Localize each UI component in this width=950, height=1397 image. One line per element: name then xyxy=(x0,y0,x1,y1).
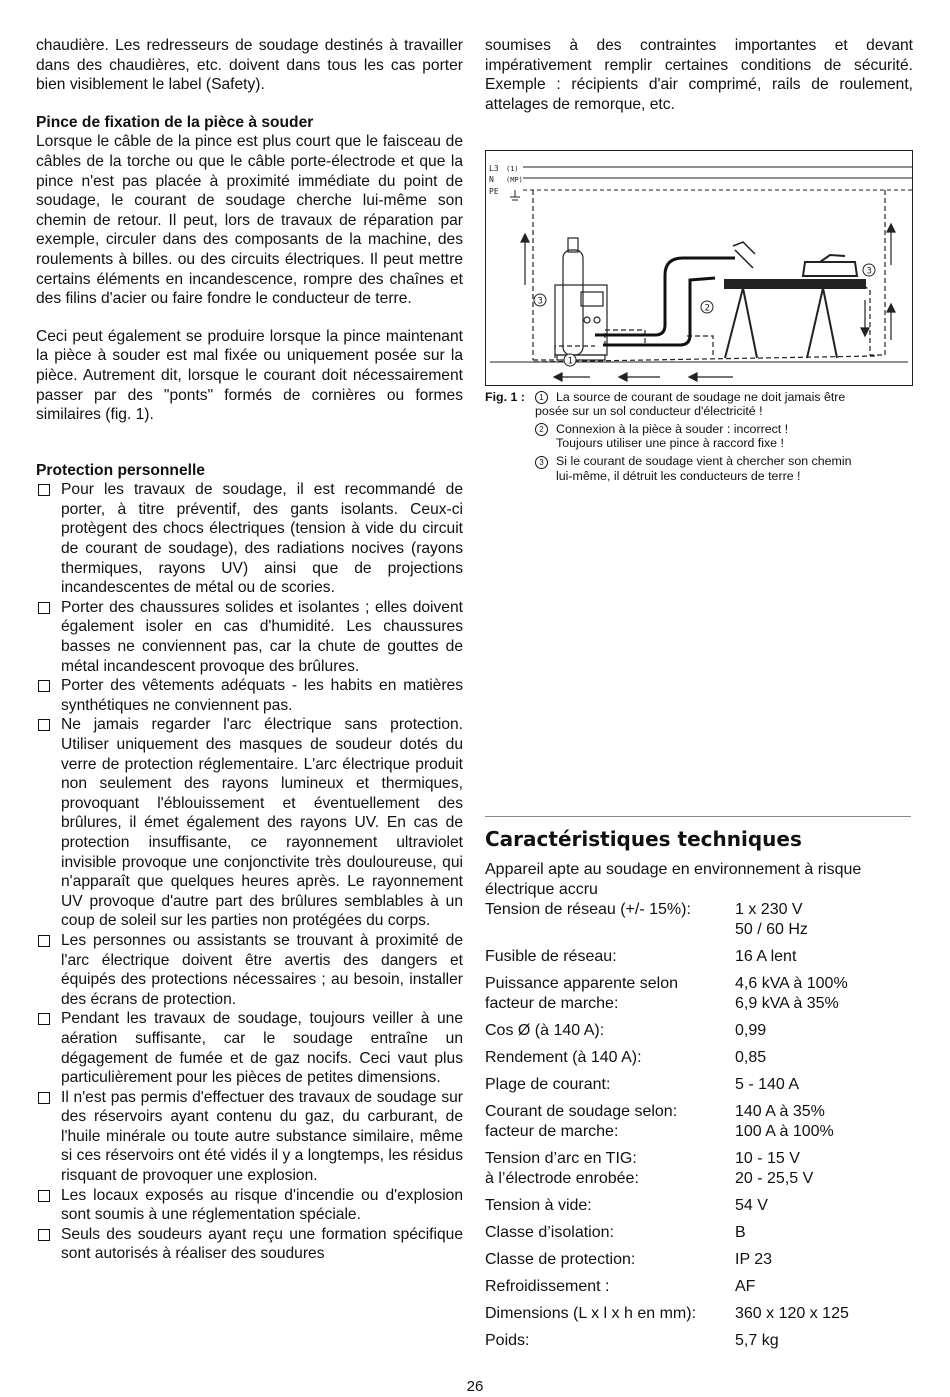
spec-key: Dimensions (L x l x h en mm): xyxy=(485,1305,697,1322)
spec-value: B xyxy=(735,1224,746,1241)
page-number: 26 xyxy=(466,1378,484,1395)
caption-label: Fig. 1 : xyxy=(485,390,525,404)
welding-machine-icon xyxy=(555,238,607,360)
spec-value: 5,7 kg xyxy=(735,1332,779,1349)
list-item: Porter des vêtements adéquats - les habits en matières synthétiques ne conviennent pas. xyxy=(36,676,463,715)
list-item: Les locaux exposés au risque d'incendie ou d'explosion sont soumis à une réglementation spéciale. xyxy=(36,1186,463,1225)
section-divider xyxy=(485,816,911,817)
spec-key: Poids: xyxy=(485,1332,530,1349)
spec-value: 4,6 kVA à 100% 6,9 kVA à 35% xyxy=(735,975,848,1012)
spec-value: 54 V xyxy=(735,1197,768,1214)
spec-value: 0,99 xyxy=(735,1022,767,1039)
table-row xyxy=(485,1102,913,1142)
specs-intro: Appareil apte au soudage en environnement à risque électrique accru xyxy=(485,861,862,898)
spec-value: AF xyxy=(735,1278,756,1295)
label-mark-1: (1) xyxy=(506,165,519,173)
table-row xyxy=(485,1331,913,1351)
label-n: N xyxy=(489,175,494,184)
checkbox-square-icon xyxy=(38,1013,50,1025)
spec-key: Refroidissement : xyxy=(485,1278,610,1295)
svg-text:3: 3 xyxy=(537,296,543,307)
spec-value: 0,85 xyxy=(735,1049,767,1066)
svg-text:3: 3 xyxy=(866,266,872,277)
right-intro-paragraph: soumises à des contraintes importantes et devant impérativement remplir certaines conditions de sécurité. Exemple : récipients d'air comprimé, rails de roulement, attelages de remorque, etc. xyxy=(485,37,913,113)
svg-text:2: 2 xyxy=(704,303,710,314)
table-row xyxy=(485,1304,913,1324)
torch-cable xyxy=(595,258,735,345)
label-mark-mp: (MP) xyxy=(506,176,523,184)
checkbox-square-icon xyxy=(38,1190,50,1202)
checkbox-square-icon xyxy=(38,484,50,496)
pince-paragraph-1: Lorsque le câble de la pince est plus court que le faisceau de câbles de la torche ou que le câble porte-électrode et que la pince n'est pas placée à proximité immédiate du point de soudage, le courant de soudage cherche lui-même son chemin de retour. Il peut, lors de travaux de réparation par exemple, circuler dans des composants de la machine, des roulements à billes. ou des circuits électriques. Il peut mettre certains éléments en incandescence, rompre des chaînes et des filins d'acier ou faire fondre le conducteur de terre. xyxy=(36,133,463,308)
spec-key: Cos Ø (à 140 A): xyxy=(485,1022,605,1039)
spec-key: Rendement (à 140 A): xyxy=(485,1049,642,1066)
table-row xyxy=(485,1075,913,1095)
number-circle-icon: 1 xyxy=(535,391,548,404)
marker-1 xyxy=(564,354,576,367)
spec-key: Tension de réseau (+/- 15%): xyxy=(485,901,691,918)
spec-value: 16 A lent xyxy=(735,948,797,965)
table-row xyxy=(485,974,913,1014)
spec-key: Tension d’arc en TIG: à l’électrode enrobée: xyxy=(485,1150,639,1187)
spec-key: Fusible de réseau: xyxy=(485,948,617,965)
checkbox-square-icon xyxy=(38,719,50,731)
checkbox-square-icon xyxy=(38,935,50,947)
specs-table xyxy=(485,900,913,1351)
list-item: Ne jamais regarder l'arc électrique sans protection. Utiliser uniquement des masques de soudeur dotés du verre de protection réglementaire. L'arc électrique produit non seulement des rayons lumineux et thermiques, provoquant l'éblouissement et éventuellement des brûlures, il émet également des rayons UV. En cas de protection insuffisante, ce rayonnement ultraviolet invisible provoque une conjonctivite très douloureuse, qui n'apparaît que quelques heures après. Le rayonnement UV provoque d'autre part des brûlures semblables à un coup de soleil sur les parties non protégées du corps. xyxy=(36,715,463,931)
number-circle-icon: 3 xyxy=(535,456,548,469)
spec-value: 10 - 15 V 20 - 25,5 V xyxy=(735,1150,814,1187)
welding-torch-icon xyxy=(733,242,755,268)
list-item: Porter des chaussures solides et isolantes ; elles doivent également isoler en cas d'humidité. Les chaussures basses ne conviennent pas, car la chute de gouttes de métal incandescent provoque des brûlures. xyxy=(36,598,463,676)
list-item: Les personnes ou assistants se trouvant à proximité de l'arc électrique doivent être avertis des dangers et équipés des protections nécessaires ; au besoin, installer des écrans de protection. xyxy=(36,931,463,1009)
checkbox-square-icon xyxy=(38,680,50,692)
label-l3: L3 xyxy=(489,164,499,173)
marker-3-right xyxy=(863,264,875,277)
marker-2 xyxy=(701,301,713,314)
caption-item: 2 Connexion à la pièce à souder : incorrect ! Toujours utiliser une pince à raccord fixe ! xyxy=(535,422,913,450)
table-row xyxy=(485,1149,913,1189)
spec-value: 1 x 230 V 50 / 60 Hz xyxy=(735,901,808,938)
table-row xyxy=(485,900,913,940)
table-row xyxy=(485,1021,913,1041)
table-row xyxy=(485,1048,913,1068)
spec-value: IP 23 xyxy=(735,1251,773,1268)
figure-caption xyxy=(485,390,913,487)
spec-key: Classe d’isolation: xyxy=(485,1224,614,1241)
protection-list xyxy=(36,480,463,1264)
table-row xyxy=(485,1277,913,1297)
protection-heading: Protection personnelle xyxy=(36,461,205,479)
spec-key: Classe de protection: xyxy=(485,1251,636,1268)
list-item: Il n'est pas permis d'effectuer des travaux de soudage sur des réservoirs ayant contenu du gaz, du carburant, de l'huile minérale ou toute autre substance similaire, même si ces réservoirs ont été vidés il y a longtemps, les résidus risquant de provoquer une explosion. xyxy=(36,1088,463,1186)
list-item: Seuls des soudeurs ayant reçu une formation spécifique sont autorisés à réaliser des soudures xyxy=(36,1225,463,1264)
specs-title: Caractéristiques techniques xyxy=(485,827,802,851)
spec-key: Tension à vide: xyxy=(485,1197,592,1214)
right-column xyxy=(485,36,913,114)
number-circle-icon: 2 xyxy=(535,423,548,436)
svg-text:1: 1 xyxy=(567,356,573,367)
list-item: Pour les travaux de soudage, il est recommandé de porter, à titre préventif, des gants isolants. Ceux-ci protègent des chocs électriques (tension à vide du circuit de courant de soudage), des radiations nocives (rayons thermiques, rayons UV) ainsi que de projections incandescentes de métal ou de scories. xyxy=(36,480,463,598)
checkbox-square-icon xyxy=(38,1092,50,1104)
table-row xyxy=(485,947,913,967)
spec-key: Puissance apparente selon facteur de marche: xyxy=(485,975,679,1012)
caption-item: 3 Si le courant de soudage vient à chercher son chemin lui-même, il détruit les conducteurs de terre ! xyxy=(535,454,913,482)
spec-key: Courant de soudage selon: facteur de marche: xyxy=(485,1103,678,1140)
caption-item: 1 La source de courant de soudage ne doit jamais être posée sur un sol conducteur d'électricité ! xyxy=(535,390,846,419)
pince-paragraph-2: Ceci peut également se produire lorsque la pince maintenant la pièce à souder est mal fixée ou uniquement posée sur la pièce. Autrement dit, lorsque le courant doit nécessairement passer par des "ponts" formés de cornières ou formes similaires (fig. 1). xyxy=(36,327,463,424)
pince-heading: Pince de fixation de la pièce à souder xyxy=(36,113,314,131)
spec-value: 140 A à 35% 100 A à 100% xyxy=(735,1103,834,1140)
spec-value: 5 - 140 A xyxy=(735,1076,800,1093)
ground-symbol-icon xyxy=(510,190,520,200)
table-row xyxy=(485,1196,913,1216)
spec-key: Plage de courant: xyxy=(485,1076,611,1093)
table-row xyxy=(485,1250,913,1270)
technical-specs xyxy=(485,826,913,1351)
workbench-icon xyxy=(725,255,865,358)
table-row xyxy=(485,1223,913,1243)
list-item: Pendant les travaux de soudage, toujours veiller à une aération suffisante, car le soudage entraîne un dégagement de fumée et de gaz nocifs. Ceci vaut plus particulièrement pour les pièces de petites dimensions. xyxy=(36,1009,463,1087)
label-pe: PE xyxy=(489,187,499,196)
spec-value: 360 x 120 x 125 xyxy=(735,1305,849,1322)
intro-paragraph: chaudière. Les redresseurs de soudage destinés à travailler dans des chaudières, etc. doivent dans tous les cas porter bien visiblement le label (Safety). xyxy=(36,37,463,94)
left-column xyxy=(36,36,463,1264)
caption-items xyxy=(535,390,913,487)
welding-circuit-diagram xyxy=(485,150,913,386)
checkbox-square-icon xyxy=(38,1229,50,1241)
marker-3-left xyxy=(534,294,546,307)
checkbox-square-icon xyxy=(38,602,50,614)
